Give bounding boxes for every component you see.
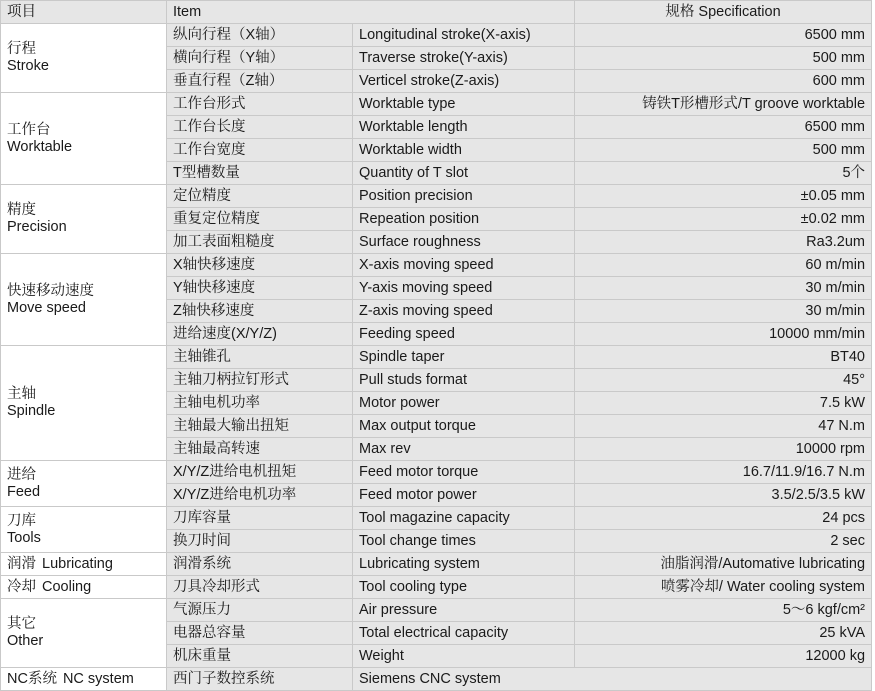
group-label-en: Feed — [7, 483, 41, 500]
group-label-cn: 精度 — [7, 202, 36, 219]
table-row — [1, 185, 872, 208]
row-label-en: Longitudinal stroke(X-axis) — [353, 24, 575, 47]
row-specification: 500 mm — [575, 47, 872, 70]
group-label-cn: 润滑 — [7, 555, 36, 572]
table-row — [1, 24, 872, 47]
row-label-en: Air pressure — [353, 599, 575, 622]
row-specification: 3.5/2.5/3.5 kW — [575, 484, 872, 507]
row-label-cn: 纵向行程（X轴） — [167, 24, 353, 47]
group-label-en: Stroke — [7, 58, 49, 74]
row-label-cn: 进给速度(X/Y/Z) — [167, 323, 353, 346]
row-specification: 45° — [575, 369, 872, 392]
row-label-en: Lubricating system — [353, 553, 575, 576]
group-label-en: Lubricating — [42, 555, 113, 572]
table-header-row — [1, 1, 872, 24]
row-label-cn: X/Y/Z进给电机扭矩 — [167, 461, 353, 484]
row-specification: ±0.02 mm — [575, 208, 872, 231]
row-specification: 6500 mm — [575, 24, 872, 47]
table-row — [1, 553, 872, 576]
group-label — [1, 254, 167, 346]
row-label-en: Max output torque — [353, 415, 575, 438]
group-label — [1, 553, 167, 576]
row-label-en: Spindle taper — [353, 346, 575, 369]
group-label-cn: 快速移动速度 — [7, 282, 94, 299]
table-row — [1, 576, 872, 599]
row-specification: 500 mm — [575, 139, 872, 162]
table-row — [1, 93, 872, 116]
row-label-cn: 工作台长度 — [167, 116, 353, 139]
row-label-en: Feeding speed — [353, 323, 575, 346]
group-label — [1, 599, 167, 668]
row-specification: 5～6 kgf/cm² — [575, 599, 872, 622]
row-specification: 24 pcs — [575, 507, 872, 530]
row-specification: 12000 kg — [575, 645, 872, 668]
row-label-en: Quantity of T slot — [353, 162, 575, 185]
row-label-cn: 电器总容量 — [167, 622, 353, 645]
row-specification: ±0.05 mm — [575, 185, 872, 208]
row-label-cn: 机床重量 — [167, 645, 353, 668]
group-label — [1, 24, 167, 93]
header-item-cn: 项目 — [1, 1, 167, 24]
header-specification: 规格 Specification — [575, 1, 872, 24]
group-label-en: Worktable — [7, 138, 73, 155]
group-label — [1, 346, 167, 461]
row-specification: 47 N.m — [575, 415, 872, 438]
row-label-cn: 主轴电机功率 — [167, 392, 353, 415]
row-label-cn: 润滑系统 — [167, 553, 353, 576]
table-row — [1, 461, 872, 484]
table-row — [1, 254, 872, 277]
row-specification: 铸铁T形槽形式/T groove worktable — [575, 93, 872, 116]
specification-table-body — [1, 1, 872, 691]
group-label — [1, 185, 167, 254]
row-specification: 7.5 kW — [575, 392, 872, 415]
group-label-en: Precision — [7, 219, 67, 235]
group-label-cn: 行程 — [7, 41, 36, 58]
row-label-cn: 工作台形式 — [167, 93, 353, 116]
row-label-cn: 西门子数控系统 — [167, 668, 353, 691]
row-label-en: Tool cooling type — [353, 576, 575, 599]
group-label-en: Spindle — [7, 403, 56, 419]
row-label-cn: 主轴锥孔 — [167, 346, 353, 369]
row-label-en: Tool change times — [353, 530, 575, 553]
table-row — [1, 599, 872, 622]
row-label-cn: 工作台宽度 — [167, 139, 353, 162]
row-specification: 10000 mm/min — [575, 323, 872, 346]
row-label-en: Max rev — [353, 438, 575, 461]
row-label-cn: 刀库容量 — [167, 507, 353, 530]
row-label-cn: T型槽数量 — [167, 162, 353, 185]
group-label-cn: 刀库 — [7, 512, 36, 529]
row-specification: 喷雾冷却/ Water cooling system — [575, 576, 872, 599]
row-label-en: Traverse stroke(Y-axis) — [353, 47, 575, 70]
row-label-cn: Z轴快移速度 — [167, 300, 353, 323]
group-label-cn: 其它 — [7, 616, 36, 633]
row-label-en: Feed motor torque — [353, 461, 575, 484]
group-label-en: Cooling — [42, 578, 92, 595]
group-label-cn: NC系统 — [7, 670, 57, 687]
row-label-en: Siemens CNC system — [353, 668, 872, 691]
row-label-en: Repeation position — [353, 208, 575, 231]
row-label-cn: 重复定位精度 — [167, 208, 353, 231]
row-specification: 6500 mm — [575, 116, 872, 139]
row-label-cn: 定位精度 — [167, 185, 353, 208]
group-label-cn: 冷却 — [7, 578, 36, 595]
row-label-cn: 加工表面粗糙度 — [167, 231, 353, 254]
row-specification: 油脂润滑/Automative lubricating — [575, 553, 872, 576]
row-specification: 30 m/min — [575, 277, 872, 300]
row-label-en: Feed motor power — [353, 484, 575, 507]
row-label-en: Position precision — [353, 185, 575, 208]
row-label-en: Surface roughness — [353, 231, 575, 254]
row-label-cn: 换刀时间 — [167, 530, 353, 553]
group-label — [1, 576, 167, 599]
row-label-cn: Y轴快移速度 — [167, 277, 353, 300]
row-label-en: Tool magazine capacity — [353, 507, 575, 530]
row-label-cn: X/Y/Z进给电机功率 — [167, 484, 353, 507]
row-label-cn: X轴快移速度 — [167, 254, 353, 277]
row-specification: 10000 rpm — [575, 438, 872, 461]
group-label-cn: 主轴 — [7, 386, 36, 403]
group-label — [1, 507, 167, 553]
row-label-en: Verticel stroke(Z-axis) — [353, 70, 575, 93]
table-row — [1, 668, 872, 691]
group-label-en: NC system — [62, 670, 134, 687]
row-label-cn: 主轴最大输出扭矩 — [167, 415, 353, 438]
row-specification: 600 mm — [575, 70, 872, 93]
row-label-en: Z-axis moving speed — [353, 300, 575, 323]
header-item-en: Item — [167, 1, 575, 24]
row-specification: 25 kVA — [575, 622, 872, 645]
group-label — [1, 93, 167, 185]
row-label-cn: 刀具冷却形式 — [167, 576, 353, 599]
row-specification: 60 m/min — [575, 254, 872, 277]
row-label-cn: 气源压力 — [167, 599, 353, 622]
row-specification: BT40 — [575, 346, 872, 369]
row-specification: 16.7/11.9/16.7 N.m — [575, 461, 872, 484]
row-label-en: Motor power — [353, 392, 575, 415]
group-label — [1, 461, 167, 507]
table-row — [1, 346, 872, 369]
row-specification: 2 sec — [575, 530, 872, 553]
group-label — [1, 668, 167, 691]
group-label-cn: 进给 — [7, 466, 36, 483]
row-specification: 30 m/min — [575, 300, 872, 323]
row-label-en: Pull studs format — [353, 369, 575, 392]
row-label-en: Worktable width — [353, 139, 575, 162]
group-label-cn: 工作台 — [7, 121, 51, 138]
group-label-en: Tools — [7, 529, 41, 546]
row-label-cn: 垂直行程（Z轴） — [167, 70, 353, 93]
row-label-en: Y-axis moving speed — [353, 277, 575, 300]
row-label-cn: 主轴刀柄拉钉形式 — [167, 369, 353, 392]
row-label-en: X-axis moving speed — [353, 254, 575, 277]
group-label-en: Other — [7, 633, 44, 649]
table-row — [1, 507, 872, 530]
row-specification: Ra3.2um — [575, 231, 872, 254]
row-label-en: Worktable type — [353, 93, 575, 116]
row-label-cn: 主轴最高转速 — [167, 438, 353, 461]
row-label-en: Worktable length — [353, 116, 575, 139]
row-specification: 5个 — [575, 162, 872, 185]
row-label-cn: 横向行程（Y轴） — [167, 47, 353, 70]
row-label-en: Total electrical capacity — [353, 622, 575, 645]
row-label-en: Weight — [353, 645, 575, 668]
group-label-en: Move speed — [7, 299, 86, 316]
